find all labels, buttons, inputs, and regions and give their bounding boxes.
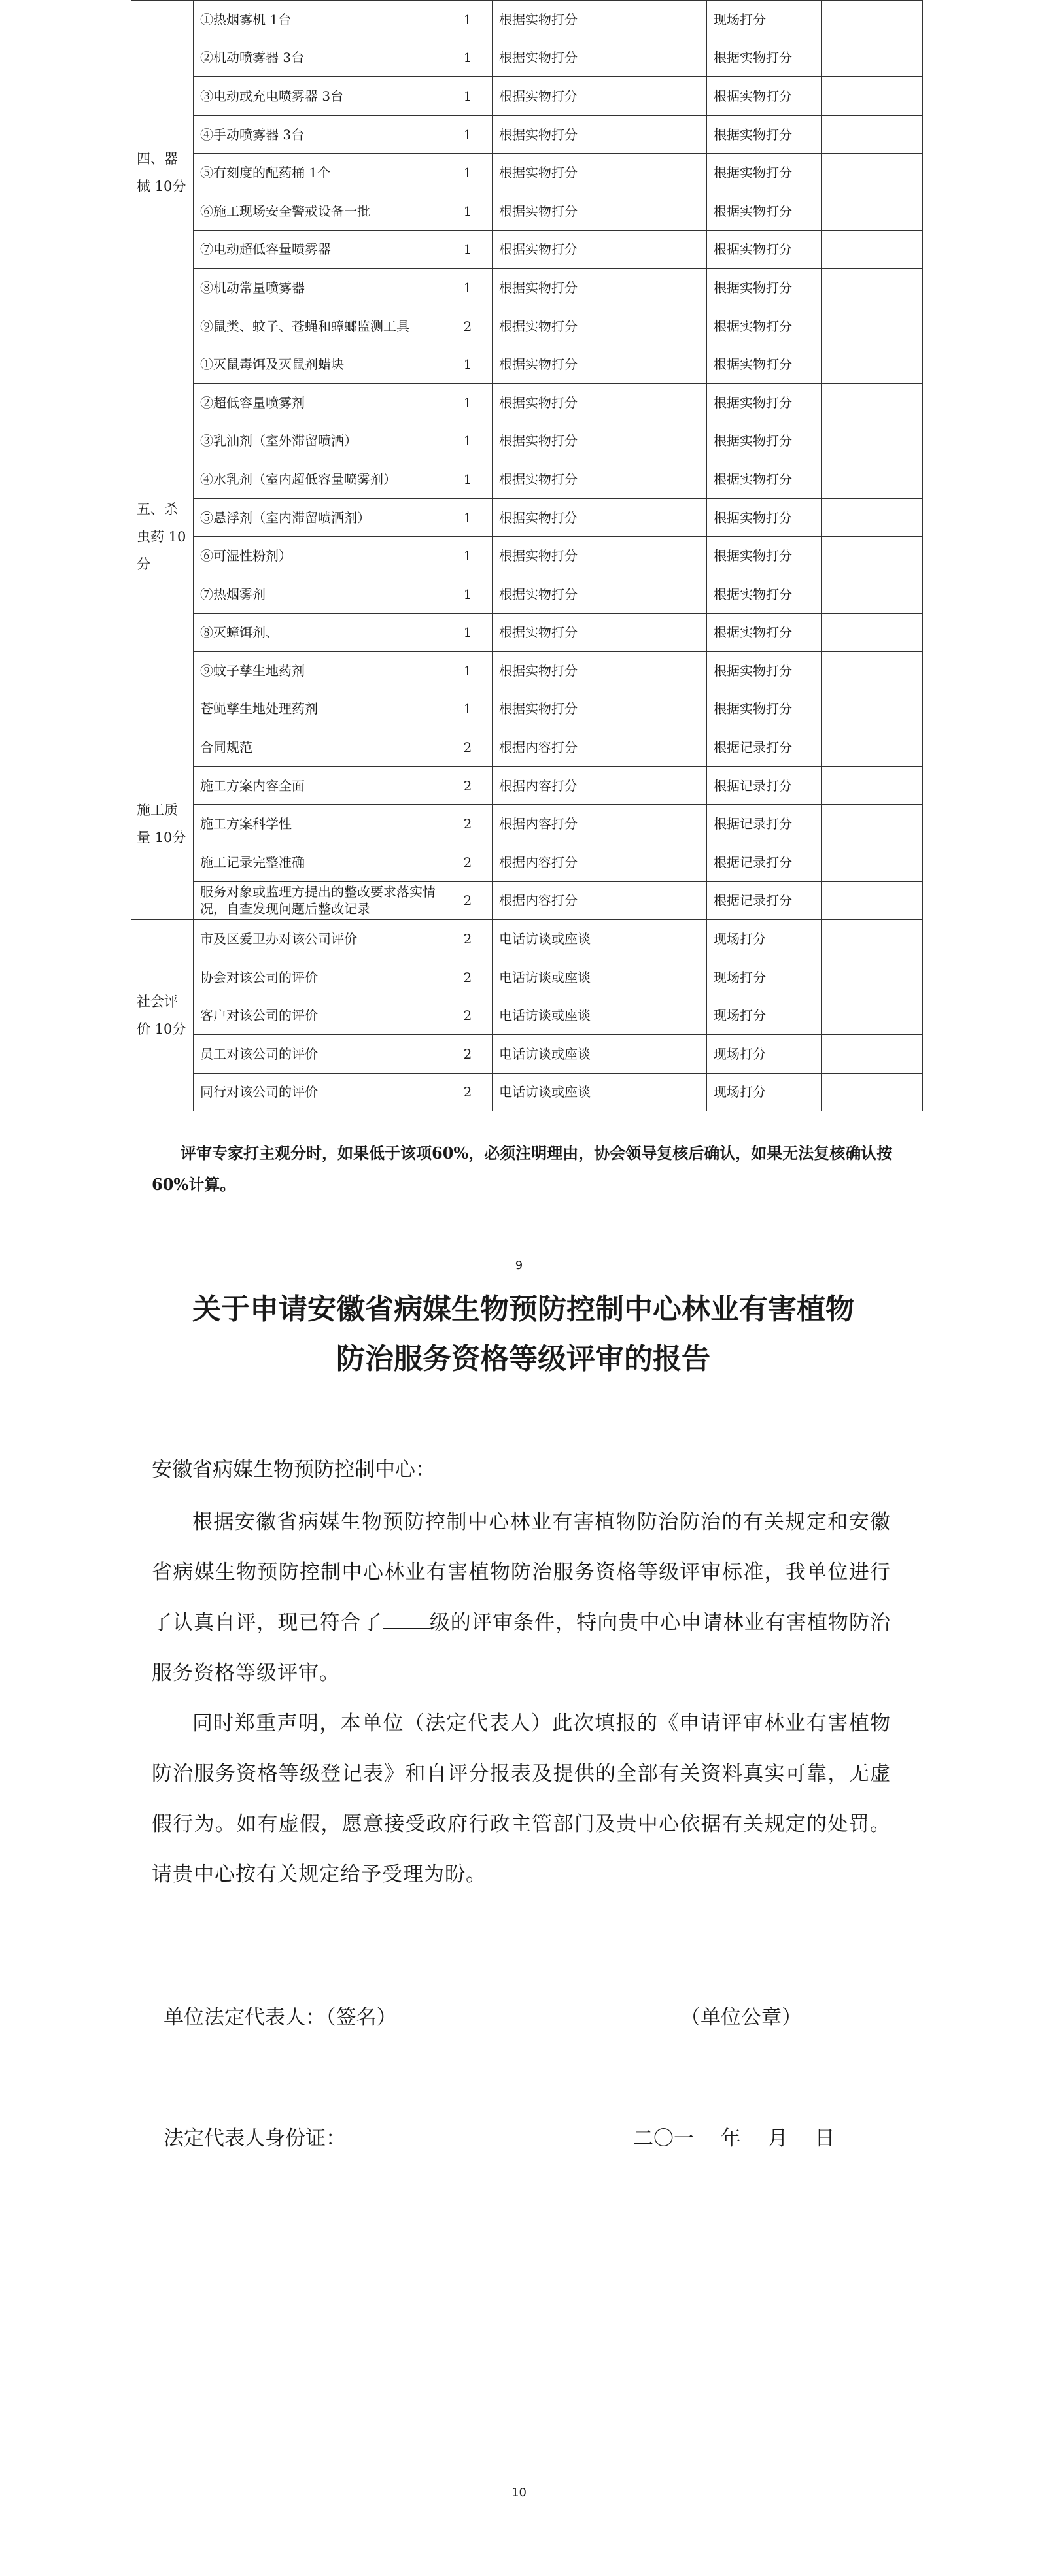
page-number: 10	[511, 2486, 527, 2500]
item-cell: 苍蝇孳生地处理药剂	[194, 690, 443, 728]
empty-score-cell	[822, 460, 923, 499]
method-cell: 现场打分	[707, 1035, 822, 1074]
category-cell: 施工质量 10分	[131, 728, 194, 920]
category-cell: 四、器械 10分	[131, 1, 194, 345]
empty-score-cell	[822, 537, 923, 575]
item-cell: ⑥可湿性粉剂）	[194, 537, 443, 575]
basis-cell: 根据实物打分	[493, 269, 707, 307]
method-cell: 根据实物打分	[707, 690, 822, 728]
empty-score-cell	[822, 230, 923, 269]
basis-cell: 根据实物打分	[493, 383, 707, 422]
item-cell: 客户对该公司的评价	[194, 996, 443, 1035]
empty-score-cell	[822, 154, 923, 192]
table-row	[131, 537, 923, 575]
empty-score-cell	[822, 383, 923, 422]
method-cell: 根据实物打分	[707, 307, 822, 345]
method-cell: 根据实物打分	[707, 422, 822, 460]
method-cell: 根据实物打分	[707, 460, 822, 499]
basis-cell: 根据实物打分	[493, 422, 707, 460]
basis-cell: 根据实物打分	[493, 537, 707, 575]
category-cell: 社会评价 10分	[131, 920, 194, 1111]
table-row	[131, 39, 923, 77]
basis-cell: 根据内容打分	[493, 728, 707, 767]
method-cell: 根据实物打分	[707, 39, 822, 77]
method-cell: 根据记录打分	[707, 881, 822, 920]
method-cell: 根据实物打分	[707, 192, 822, 230]
score-cell: 1	[443, 460, 493, 499]
score-cell: 2	[443, 843, 493, 882]
item-cell: 服务对象或监理方提出的整改要求落实情况，自查发现问题后整改记录	[194, 881, 443, 920]
item-cell: ⑦热烟雾剂	[194, 575, 443, 613]
method-cell: 根据实物打分	[707, 575, 822, 613]
score-cell: 1	[443, 652, 493, 690]
table-row	[131, 269, 923, 307]
report-title-line-1: 关于申请安徽省病媒生物预防控制中心林业有害植物	[192, 1293, 854, 1326]
empty-score-cell	[822, 920, 923, 958]
item-cell: ⑥施工现场安全警戒设备一批	[194, 192, 443, 230]
empty-score-cell	[822, 192, 923, 230]
table-row	[131, 422, 923, 460]
report-title-line-2: 防治服务资格等级评审的报告	[336, 1342, 710, 1376]
basis-cell: 根据实物打分	[493, 575, 707, 613]
item-cell: ④手动喷雾器 3台	[194, 115, 443, 154]
score-cell: 1	[443, 613, 493, 652]
basis-cell: 根据内容打分	[493, 805, 707, 843]
score-cell: 2	[443, 920, 493, 958]
table-row	[131, 115, 923, 154]
score-cell: 1	[443, 115, 493, 154]
basis-cell: 电话访谈或座谈	[493, 996, 707, 1035]
table-row	[131, 230, 923, 269]
basis-cell: 根据实物打分	[493, 230, 707, 269]
score-cell: 1	[443, 230, 493, 269]
basis-cell: 根据内容打分	[493, 881, 707, 920]
score-cell: 2	[443, 307, 493, 345]
score-cell: 1	[443, 498, 493, 537]
basis-cell: 根据内容打分	[493, 843, 707, 882]
table-row	[131, 613, 923, 652]
basis-cell: 电话访谈或座谈	[493, 1073, 707, 1111]
score-cell: 2	[443, 1035, 493, 1074]
item-cell: 施工方案科学性	[194, 805, 443, 843]
salutation: 安徽省病媒生物预防控制中心：	[152, 1458, 436, 1482]
item-cell: 员工对该公司的评价	[194, 1035, 443, 1074]
empty-score-cell	[822, 345, 923, 384]
item-cell: ⑨鼠类、蚊子、苍蝇和蟑螂监测工具	[194, 307, 443, 345]
table-row	[131, 652, 923, 690]
method-cell: 根据实物打分	[707, 154, 822, 192]
table-row	[131, 307, 923, 345]
score-cell: 2	[443, 728, 493, 767]
table-row	[131, 575, 923, 613]
basis-cell: 根据实物打分	[493, 1, 707, 39]
item-cell: ⑦电动超低容量喷雾器	[194, 230, 443, 269]
basis-cell: 根据实物打分	[493, 652, 707, 690]
empty-score-cell	[822, 958, 923, 996]
table-row	[131, 383, 923, 422]
method-cell: 根据实物打分	[707, 115, 822, 154]
page-number: 9	[515, 1259, 523, 1272]
empty-score-cell	[822, 575, 923, 613]
table-row	[131, 766, 923, 805]
table-row	[131, 843, 923, 882]
legal-rep-signature-label: 单位法定代表人：（签名）	[164, 2006, 397, 2029]
table-row	[131, 881, 923, 920]
score-cell: 1	[443, 422, 493, 460]
basis-cell: 根据实物打分	[493, 345, 707, 384]
score-cell: 1	[443, 192, 493, 230]
basis-cell: 根据实物打分	[493, 613, 707, 652]
empty-score-cell	[822, 1035, 923, 1074]
item-cell: 协会对该公司的评价	[194, 958, 443, 996]
empty-score-cell	[822, 269, 923, 307]
score-cell: 1	[443, 345, 493, 384]
basis-cell: 根据实物打分	[493, 460, 707, 499]
table-row	[131, 958, 923, 996]
method-cell: 根据实物打分	[707, 383, 822, 422]
item-cell: ⑧灭蟑饵剂、	[194, 613, 443, 652]
empty-score-cell	[822, 881, 923, 920]
unit-seal-label: （单位公章）	[680, 2006, 802, 2029]
item-cell: ⑧机动常量喷雾器	[194, 269, 443, 307]
item-cell: 施工记录完整准确	[194, 843, 443, 882]
empty-score-cell	[822, 77, 923, 116]
basis-cell: 电话访谈或座谈	[493, 1035, 707, 1074]
method-cell: 根据实物打分	[707, 498, 822, 537]
item-cell: ②超低容量喷雾剂	[194, 383, 443, 422]
method-cell: 现场打分	[707, 996, 822, 1035]
method-cell: 根据记录打分	[707, 805, 822, 843]
table-row	[131, 1073, 923, 1111]
table-row	[131, 192, 923, 230]
report-paragraph-2: 同时郑重声明，本单位（法定代表人）此次填报的《申请评审林业有害植物防治服务资格等级登记表》和自评分报表及提供的全部有关资料真实可靠，无虚假行为。如有虚假，愿意接受政府行政主管部门及贵中心依据有关规定的处罚。请贵中心按有关规定给予受理为盼。	[152, 1712, 891, 1886]
method-cell: 现场打分	[707, 1073, 822, 1111]
empty-score-cell	[822, 805, 923, 843]
score-cell: 1	[443, 537, 493, 575]
item-cell: ⑤有刻度的配药桶 1个	[194, 154, 443, 192]
table-row	[131, 728, 923, 767]
method-cell: 根据实物打分	[707, 652, 822, 690]
category-cell: 五、杀虫药 10分	[131, 345, 194, 728]
method-cell: 根据实物打分	[707, 77, 822, 116]
item-cell: ⑨蚊子孳生地药剂	[194, 652, 443, 690]
score-cell: 2	[443, 881, 493, 920]
score-table-body	[131, 1, 923, 1111]
item-cell: ①热烟雾机 1台	[194, 1, 443, 39]
method-cell: 根据实物打分	[707, 537, 822, 575]
basis-cell: 根据实物打分	[493, 498, 707, 537]
report-paragraph-1	[152, 1497, 891, 1699]
table-row	[131, 690, 923, 728]
item-cell: ⑤悬浮剂（室内滞留喷洒剂）	[194, 498, 443, 537]
item-cell: 同行对该公司的评价	[194, 1073, 443, 1111]
empty-score-cell	[822, 766, 923, 805]
item-cell: ③电动或充电喷雾器 3台	[194, 77, 443, 116]
empty-score-cell	[822, 1, 923, 39]
score-table	[131, 0, 923, 1111]
score-cell: 2	[443, 766, 493, 805]
item-cell: 市及区爱卫办对该公司评价	[194, 920, 443, 958]
report-date: 二〇一 年 月 日	[633, 2127, 835, 2150]
score-cell: 1	[443, 1, 493, 39]
method-cell: 根据记录打分	[707, 728, 822, 767]
table-row	[131, 460, 923, 499]
empty-score-cell	[822, 422, 923, 460]
method-cell: 现场打分	[707, 958, 822, 996]
score-cell: 2	[443, 1073, 493, 1111]
score-cell: 2	[443, 958, 493, 996]
item-cell: ②机动喷雾器 3台	[194, 39, 443, 77]
method-cell: 现场打分	[707, 1, 822, 39]
paragraph-1-text-b: 级的评审条件，特向贵中心申请林业有害植物防治服务资格等级评审。	[152, 1611, 891, 1685]
basis-cell: 根据实物打分	[493, 690, 707, 728]
level-blank-field	[383, 1608, 430, 1629]
item-cell: 施工方案内容全面	[194, 766, 443, 805]
empty-score-cell	[822, 728, 923, 767]
score-cell: 1	[443, 575, 493, 613]
basis-cell: 电话访谈或座谈	[493, 958, 707, 996]
score-cell: 2	[443, 805, 493, 843]
item-cell: 合同规范	[194, 728, 443, 767]
basis-cell: 根据实物打分	[493, 307, 707, 345]
basis-cell: 根据内容打分	[493, 766, 707, 805]
basis-cell: 根据实物打分	[493, 154, 707, 192]
item-cell: ①灭鼠毒饵及灭鼠剂蜡块	[194, 345, 443, 384]
method-cell: 根据实物打分	[707, 269, 822, 307]
empty-score-cell	[822, 1073, 923, 1111]
score-cell: 1	[443, 269, 493, 307]
table-row	[131, 920, 923, 958]
scoring-note: 评审专家打主观分时，如果低于该项60%，必须注明理由，协会领导复核后确认，如果无法复核确认按60%计算。	[152, 1144, 893, 1194]
basis-cell: 电话访谈或座谈	[493, 920, 707, 958]
table-row	[131, 77, 923, 116]
table-row	[131, 1035, 923, 1074]
table-row	[131, 996, 923, 1035]
item-cell: ③乳油剂（室外滞留喷洒）	[194, 422, 443, 460]
table-row	[131, 1, 923, 39]
method-cell: 根据实物打分	[707, 230, 822, 269]
empty-score-cell	[822, 115, 923, 154]
item-cell: ④水乳剂（室内超低容量喷雾剂）	[194, 460, 443, 499]
basis-cell: 根据实物打分	[493, 77, 707, 116]
legal-rep-id-label: 法定代表人身份证：	[164, 2127, 346, 2150]
basis-cell: 根据实物打分	[493, 192, 707, 230]
empty-score-cell	[822, 843, 923, 882]
method-cell: 根据记录打分	[707, 766, 822, 805]
empty-score-cell	[822, 652, 923, 690]
table-row	[131, 805, 923, 843]
empty-score-cell	[822, 39, 923, 77]
score-cell: 1	[443, 154, 493, 192]
basis-cell: 根据实物打分	[493, 39, 707, 77]
report-title	[144, 1285, 903, 1384]
method-cell: 根据实物打分	[707, 345, 822, 384]
score-cell: 2	[443, 996, 493, 1035]
empty-score-cell	[822, 690, 923, 728]
table-row	[131, 154, 923, 192]
paragraph-1-text-a: 根据安徽省病媒生物预防控制中心林业有害植物防治防治的有关规定和安徽省病媒生物预防控制中心林业有害植物防治服务资格等级评审标准，我单位进行了认真自评，现已符合了	[152, 1510, 891, 1635]
empty-score-cell	[822, 307, 923, 345]
empty-score-cell	[822, 498, 923, 537]
basis-cell: 根据实物打分	[493, 115, 707, 154]
method-cell: 现场打分	[707, 920, 822, 958]
table-row	[131, 498, 923, 537]
score-cell: 1	[443, 383, 493, 422]
score-cell: 1	[443, 77, 493, 116]
method-cell: 根据记录打分	[707, 843, 822, 882]
score-cell: 1	[443, 39, 493, 77]
table-row	[131, 345, 923, 384]
empty-score-cell	[822, 613, 923, 652]
method-cell: 根据实物打分	[707, 613, 822, 652]
empty-score-cell	[822, 996, 923, 1035]
score-cell: 1	[443, 690, 493, 728]
